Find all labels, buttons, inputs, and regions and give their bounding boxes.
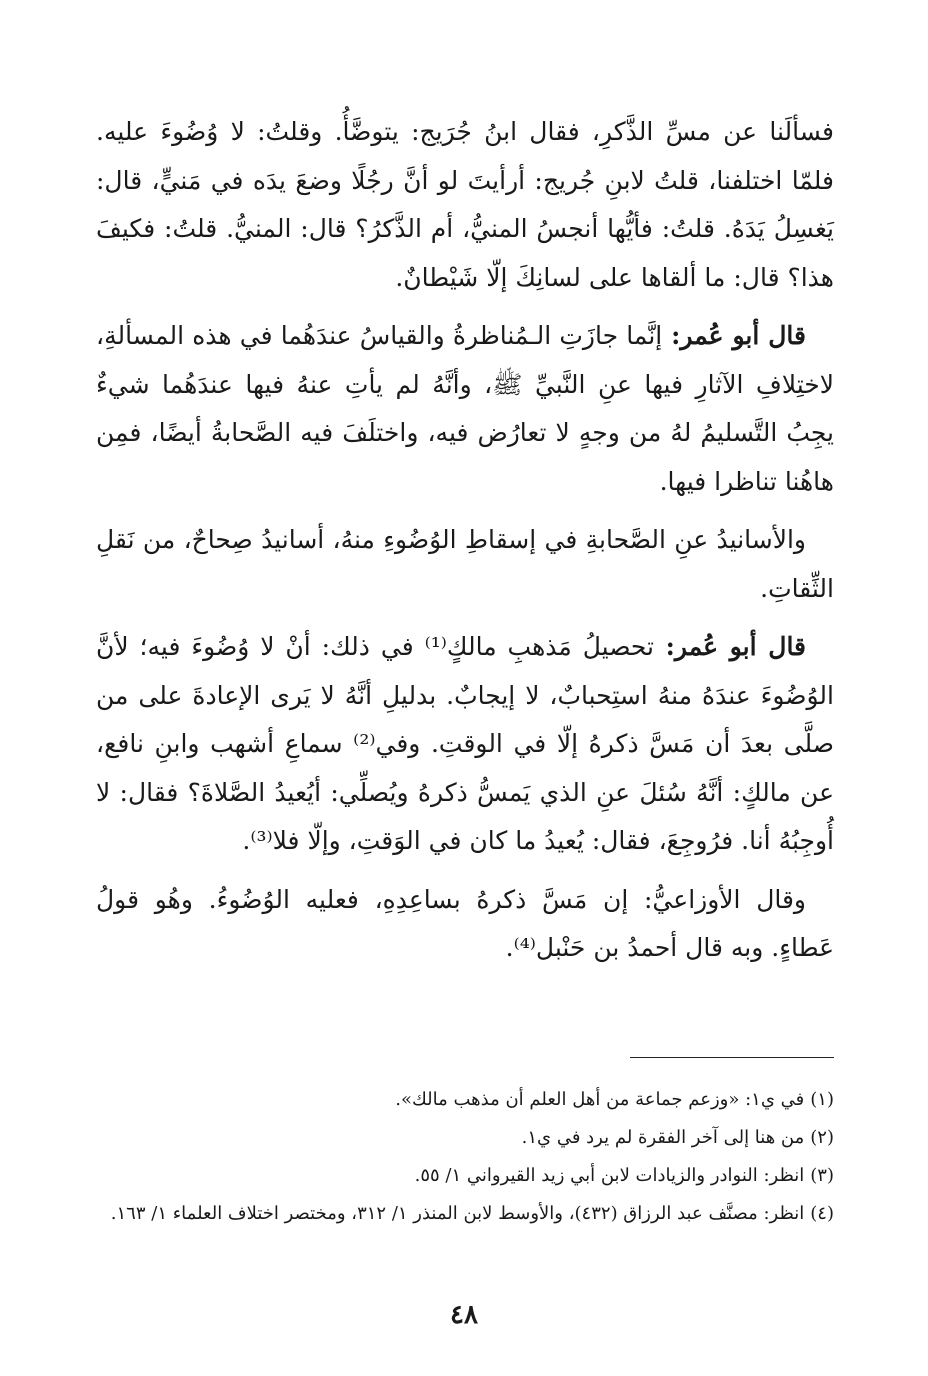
paragraph-5	[96, 876, 834, 973]
footnote-number: (١)	[810, 1089, 834, 1110]
footnote-separator	[630, 1057, 834, 1058]
footnote-text: في ي١: «وزعم جماعة من أهل العلم أن مذهب مالك».	[395, 1089, 805, 1110]
footnote-1	[96, 1081, 834, 1119]
body-text	[96, 108, 834, 983]
paragraph-text: تحصيلُ مَذهبِ مالكٍ⁽¹⁾ في ذلك: أنْ لا وُضُوءَ فيه؛ لأنَّ الوُضُوءَ عندَهُ منهُ استِحبابٌ، لا إيجابٌ. بدليلِ أنَّهُ لا يَرى الإعادةَ على من صلَّى بعدَ أن مَسَّ ذكرهُ إلّا في الوقتِ. وفي⁽²⁾ سماعِ أشهب وابنِ نافع، عن مالكٍ: أنَّهُ سُئلَ عنِ الذي يَمسُّ ذكرهُ ويُصلِّي: أيُعيدُ الصَّلاةَ؟ فقال: لا أُوجِبُهُ أنا. فرُوجِعَ، فقال: يُعيدُ ما كان في الوَقتِ، وإلّا فلا⁽³⁾.	[96, 632, 834, 855]
footnote-3	[96, 1157, 834, 1195]
footnote-number: (٢)	[810, 1127, 834, 1148]
footnote-text: انظر: مصنَّف عبد الرزاق (٤٣٢)، والأوسط لابن المنذر ١/ ٣١٢، ومختصر اختلاف العلماء ١/ ١٦٣.	[110, 1203, 805, 1224]
paragraph-3	[96, 516, 834, 613]
paragraph-lead: قال أبو عُمر:	[653, 632, 807, 661]
page-number: ٤٨	[450, 1300, 478, 1330]
paragraph-text: وقال الأوزاعيُّ: إن مَسَّ ذكرهُ بساعِدِهِ، فعليه الوُضُوءُ. وهُو قولُ عَطاءٍ. وبه قال أحمدُ بن حَنْبل⁽⁴⁾.	[96, 884, 834, 962]
paragraph-4	[96, 623, 834, 866]
footnote-number: (٤)	[810, 1203, 834, 1224]
footnote-number: (٣)	[810, 1165, 834, 1186]
paragraph-text: والأسانيدُ عنِ الصَّحابةِ في إسقاطِ الوُضُوءِ منهُ، أسانيدُ صِحاحٌ، من نَقلِ الثِّقاتِ.	[96, 525, 834, 603]
paragraph-1	[96, 108, 834, 302]
paragraph-text: فسألَنا عن مسِّ الذَّكرِ، فقال ابنُ جُرَيج: يتوضَّأُ. وقلتُ: لا وُضُوءَ عليه. فلمّا اختلفنا، قلتُ لابنِ جُريج: أرأيتَ لو أنَّ رجُلًا وضعَ يدَه في مَنيٍّ، قال: يَغسِلُ يَدَهُ. قلتُ: فأيُّها أنجسُ المنيُّ، أم الذَّكرُ؟ قال: المنيُّ. قلتُ: فكيفَ هذا؟ قال: ما ألقاها على لسانِكَ إلّا شَيْطانٌ.	[96, 117, 834, 292]
footnote-text: انظر: النوادر والزيادات لابن أبي زيد القيرواني ١/ ٥٥.	[414, 1165, 805, 1186]
footnote-4	[96, 1195, 834, 1233]
footnote-text: من هنا إلى آخر الفقرة لم يرد في ي١.	[521, 1127, 805, 1148]
footnote-2	[96, 1119, 834, 1157]
paragraph-2	[96, 312, 834, 506]
paragraph-text: إنَّما جازَتِ الـمُناظرةُ والقياسُ عندَهُما في هذه المسألةِ، لاختِلافِ الآثارِ فيها عنِ النَّبيِّ ﷺ، وأنَّهُ لم يأتِ عنهُ فيها عندَهُما شيءٌ يجِبُ التَّسليمُ لهُ من وجهٍ لا تعارُض فيه، واختلَفَ فيه الصَّحابةُ أيضًا، فمِن هاهُنا تناظرا فيها.	[96, 321, 834, 496]
footnotes	[96, 1081, 834, 1233]
paragraph-lead: قال أبو عُمر:	[662, 321, 806, 350]
